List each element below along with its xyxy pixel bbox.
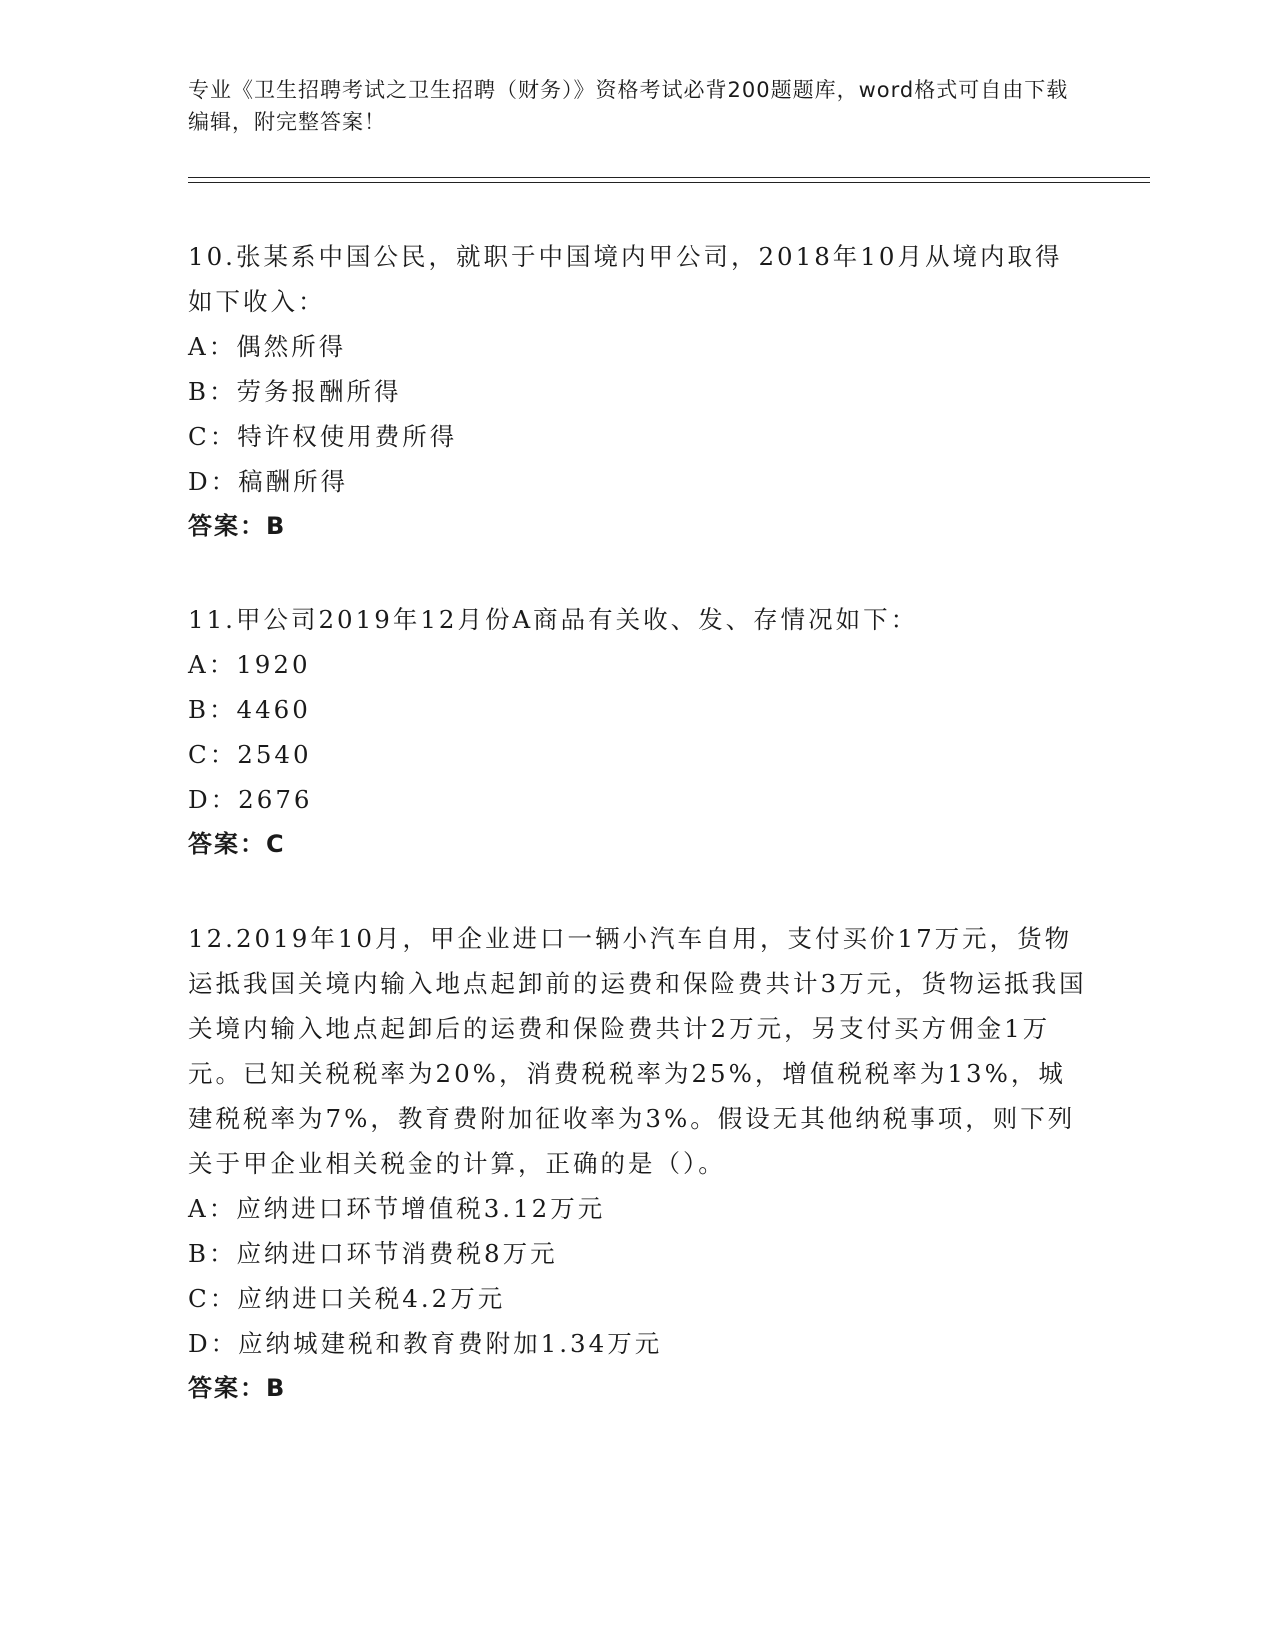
option-a: A：偶然所得 bbox=[188, 332, 347, 361]
option-a: A：1920 bbox=[188, 650, 311, 679]
option-c: C：2540 bbox=[188, 740, 312, 769]
document-header bbox=[188, 74, 1088, 138]
answer: 答案：C bbox=[188, 830, 286, 858]
option-b: B：劳务报酬所得 bbox=[188, 377, 402, 406]
header-divider bbox=[188, 177, 1150, 183]
option-d: D：稿酬所得 bbox=[188, 467, 349, 496]
header-text: 专业《卫生招聘考试之卫生招聘（财务）》资格考试必背200题题库，word格式可自由下载编辑，附完整答案！ bbox=[188, 78, 1069, 134]
option-b: B：应纳进口环节消费税8万元 bbox=[188, 1239, 558, 1268]
option-c: C：特许权使用费所得 bbox=[188, 422, 458, 451]
question-10 bbox=[188, 234, 1088, 549]
option-b: B：4460 bbox=[188, 695, 311, 724]
question-stem: 10.张某系中国公民，就职于中国境内甲公司，2018年10月从境内取得如下收入： bbox=[188, 242, 1063, 316]
option-d: D：2676 bbox=[188, 785, 313, 814]
option-d: D：应纳城建税和教育费附加1.34万元 bbox=[188, 1329, 663, 1358]
question-stem: 11.甲公司2019年12月份A商品有关收、发、存情况如下： bbox=[188, 605, 919, 634]
question-11 bbox=[188, 597, 1088, 867]
question-12 bbox=[188, 916, 1088, 1411]
answer: 答案：B bbox=[188, 512, 287, 540]
answer: 答案：B bbox=[188, 1374, 287, 1402]
option-c: C：应纳进口关税4.2万元 bbox=[188, 1284, 506, 1313]
question-stem: 12.2019年10月，甲企业进口一辆小汽车自用，支付买价17万元，货物运抵我国关境内输入地点起卸前的运费和保险费共计3万元，货物运抵我国关境内输入地点起卸后的运费和保险费共计2万元，另支付买方佣金1万元。已知关税税率为20%，消费税税率为25%，增值税税率为13%，城建税税率为7%，教育费附加征收率为3%。假设无其他纳税事项，则下列关于甲企业相关税金的计算，正确的是（）。 bbox=[188, 924, 1087, 1178]
option-a: A：应纳进口环节增值税3.12万元 bbox=[188, 1194, 606, 1223]
